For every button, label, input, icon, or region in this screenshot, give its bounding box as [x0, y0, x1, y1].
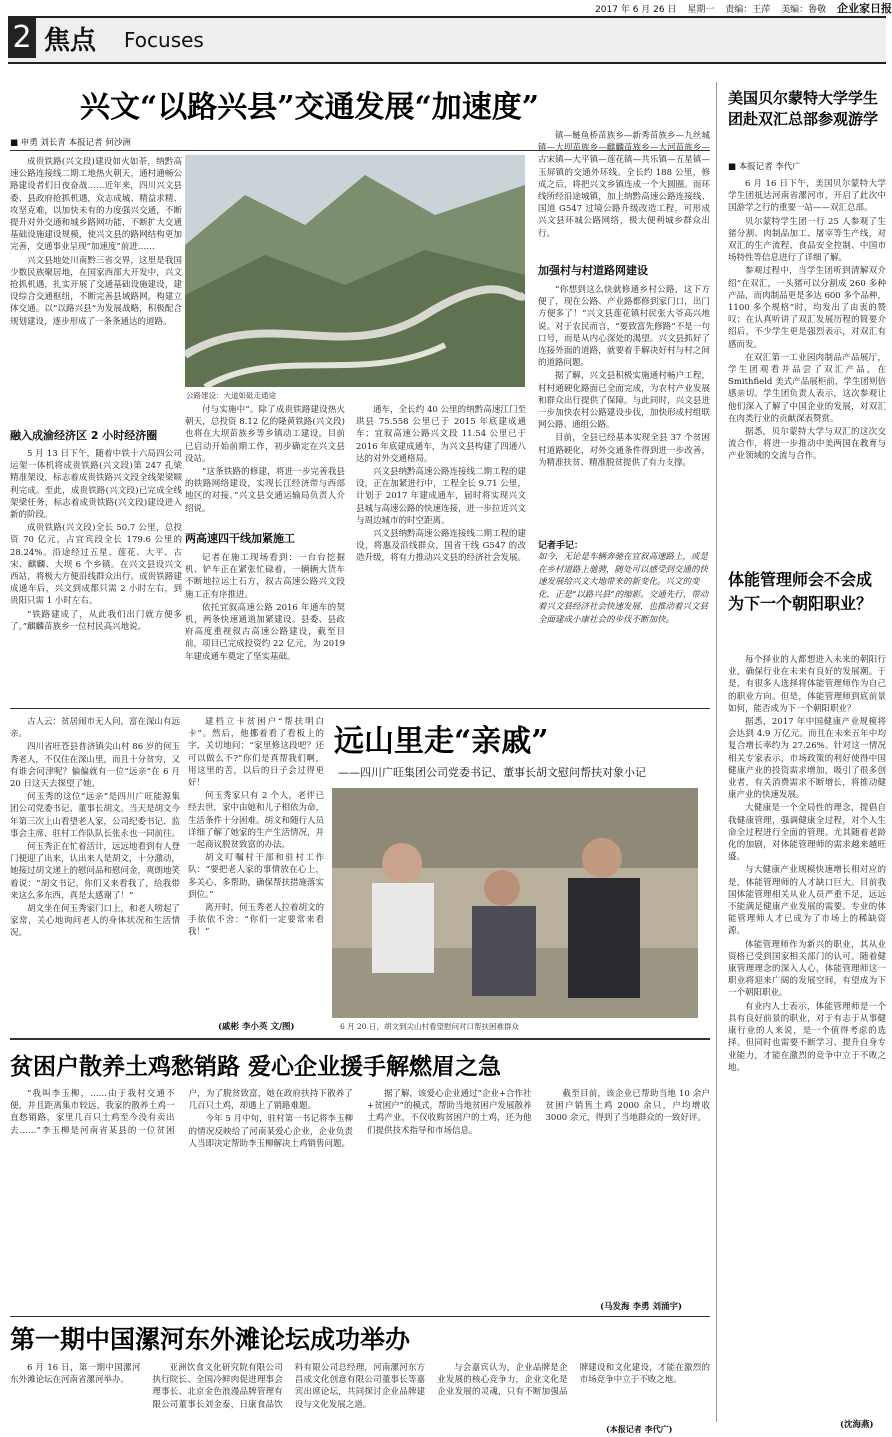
side1-body — [728, 178, 886, 556]
masthead-editor: 责编：王萍 — [725, 5, 771, 15]
page-number: 2 — [8, 18, 36, 58]
story4-body — [10, 1362, 710, 1424]
story2-photo-caption: 6 月 20 日，胡文到尖山村看望慰问对口帮扶困难群众 — [340, 1022, 519, 1031]
paragraph: 与大健康产业规模快速增长相对应的是，体能管理师的人才缺口巨大。目前我国体能管理相关从业人员严重不足，远远不能满足健康产业发展的需要。专业的体能管理师人才已成为了市场上的稀缺资源。 — [728, 865, 886, 937]
paragraph: 据了解，兴文县积极实施通村畅户工程，村村通硬化路面已全面完成，为农村产业发展和群众出行提供了保障。与此同时，兴文县进一步加快农村公路建设步伐，加快形成村组联网公路、通组公路。 — [538, 371, 710, 431]
divider — [10, 1316, 710, 1317]
main-headline: 兴文“以路兴县”交通发展“加速度” — [80, 90, 540, 125]
paragraph: 每个择业的人都想进入未来的朝阳行业，确保行业在未来有良好的发展潮。于是，有很多人选择将体能管理师作为自己的职业方向。但是，体能管理师到底前景如何，能否成为下一个朝阳职业？ — [728, 655, 886, 714]
paragraph: 古人云：贫居闹市无人问，富在深山有远亲。 — [10, 717, 180, 740]
divider — [10, 708, 710, 709]
story2-photo — [332, 788, 698, 1018]
paragraph: 据了解，该爱心企业通过“企业+合作社+贫困户”的模式，帮助当地贫困户发展散养土鸡产业，不仅收购贫困户的土鸡，还为他们提供技术指导和市场信息。 — [367, 1089, 532, 1136]
paragraph: 据悉，贝尔蒙特大学与双汇的这次交流合作，将进一步推动中美两国在教育与产业领域的交流与合作。 — [728, 427, 886, 462]
side2-headline: 体能管理师会不会成为下一个朝阳职业？ — [728, 570, 873, 613]
paragraph: 镇—鲢鱼桥苗族乡—新秀苗族乡—九丝城镇—大坝苗族乡—麒麟苗族乡—大河苗族乡—古宋镇—大平镇—莲花镇—共乐镇—五星镇—玉屏镇的交通外环线。全长约 188 公里，修成之后，将把兴文乡镇连成一个大圆圈。而环线所经沿途城镇，加上纳黔高速公路连接线、国道 G547 过境公路升级改造工程，可形成兴文县环城公路网络，极大便利城乡群众出行。 — [538, 131, 710, 239]
reporter-note-box — [538, 538, 710, 700]
paragraph: 何玉秀正在忙着活计，远远地看到有人登门便迎了出来，认出来人是胡文，十分激动，她接过胡文递上的慰问品和慰问金，爽朗地笑着说：“胡文书记，你们又来看我了，给我带来这么多东西，真是太感谢了！” — [10, 842, 180, 901]
paragraph: 有业内人士表示，体能管理师是一个具有良好前景的职业，对于有志于从事健康行业的人来说，是一个值得考虑的选择。但同时也需要不断学习、提升自身专业能力，才能在激烈的竞争中立于不败之地。 — [728, 1001, 886, 1073]
masthead-date: 2017 年 6 月 26 日 — [595, 5, 677, 15]
paragraph: 6 月 16 日，第一期中国漯河东外滩论坛在河南省漯河举办。 — [10, 1363, 141, 1386]
paragraph: 在双汇第一工业园肉制品产品展厅，学生团观看并品尝了双汇产品，在 Smithfield 美式产品展柜前，学生团则倍感亲切。学生团负责人表示，这次参观让他们深入了解了中国企业的发展，对双汇在肉类行业的贡献深表赞赏。 — [728, 352, 886, 424]
section-name: 焦点 — [44, 26, 97, 56]
paragraph: “这条铁路的修建，将进一步完善我县的铁路网络建设，实现长江经济带与西部地区的对接。”兴文县交通运输局负责人介绍说。 — [185, 467, 345, 514]
paragraph: 截至目前，该企业已帮助当地 10 余户贫困户销售土鸡 2000 余只，户均增收 3000 余元，得到了当地群众的一致好评。 — [545, 1089, 710, 1124]
paragraph: 付与实施中”。除了成贵铁路建设热火朝天，总投资 8.12 亿的隆黄铁路(兴文段)也将在大坝苗族乡等乡镇动工建设。目前已启动开始前期工作，初步确定在兴文县设站。 — [185, 405, 345, 464]
story2-col2 — [188, 716, 324, 1016]
main-photo-caption: 公路建设：大道如砥走通途 — [186, 391, 276, 400]
main-col3 — [356, 404, 526, 700]
paragraph: 成贵铁路(兴文段)建设如火如荼，纳黔高速公路连接线二期工地热火朝天，通村通畅公路建设者们日夜奋战……近年来，四川兴文县委、县政府抢抓机遇，众志成城、精益求精、攻坚克难，以加快未有的力度强兴交通，不断提升对外交通和城乡路网功能，不断扩大交通基础设施建设规模，使兴文县的路网结构更加完善，交通事业呈现“加速度”前进…… — [10, 157, 182, 253]
paragraph: 亚洲饮食文化研究院有限公司执行院长、全国冷鲜肉促进理事会理事长、北京金色浪漫品牌管理有限公司董事长刘金泰，日康食品饮料有限公司总经理，河南漯河东方昌成文化创意有限公司董事长等嘉宾出席论坛，共同探讨企业品牌建设与文化发展之道。 — [152, 1363, 426, 1410]
story2-headline: 远山里走“亲戚” — [334, 724, 549, 759]
paragraph: 参观过程中，当学生团听到清解双介绍“在双汇，一头猪可以分割成 260 多种产品，而肉制品更是多达 600 多个品种，1100 多个规格”时，均发出了由衷的赞叹；在认真听讲了双汇发展历程的简要介绍后，不少学生更是强烈表示，对双汇有感而发。 — [728, 266, 886, 350]
paragraph: 何玉秀家只有 2 个人，老伴已经去世，家中由她和儿子相依为命，生活条件十分困难。胡文和随行人员详细了解了她家的生产生活情况，并一起商议脱贫致富的办法。 — [188, 791, 324, 851]
paragraph: 据悉，2017 年中国健康产业规模将会达到 4.9 万亿元。而且在未来五年中均复合增长率约为 27.26%。针对这一情况相关专家表示，市场政策的利好使得中国健康产业的投资需求增加，吸引了很多创业者，有关消费需求不断增长，将推动健康产业的快速发展。 — [728, 717, 886, 801]
side2-body — [728, 654, 886, 1414]
masthead-paper: 企业家日报 — [837, 2, 892, 15]
paragraph: 贝尔蒙特学生团一行 25 人参观了生猪分割、肉制品加工、屠宰等生产线，对双汇的生产流程、食品安全控制、中国市场特性等信息进行了详细了解。 — [728, 216, 886, 264]
paragraph: 兴文县纳黔高速公路连接线二期工程的建设，将惠及沿线群众，国省干线 G547 的改造升级，将有力推动兴文县的经济社会发展。 — [356, 529, 526, 564]
main-col4b — [538, 284, 710, 532]
paragraph: 记者在施工现场看到：一台台挖掘机、铲车正在紧张忙碌着，一辆辆大货车不断地拉运土石方，叙古高速公路兴文段施工正有序推进。 — [185, 553, 345, 600]
main-col2 — [185, 404, 345, 526]
masthead-bar — [0, 0, 892, 14]
paragraph: 兴文县纳黔高速公路连接线二期工程的建设，正在加紧进行中，工程全长 9.71 公里，计划于 2017 年建成通车，届时将实现兴文县城与高速公路的快速连接，进一步拉近兴文与周边城市的时空距离。 — [356, 467, 526, 526]
side1-byline: ■ 本报记者 李代广 — [728, 162, 801, 172]
paragraph: 今年 5 月中旬，驻村第一书记将李玉柳的情况反映给了河南某爱心企业，企业负责人当即决定帮助李玉柳解决土鸡销售问题。 — [188, 1114, 353, 1149]
reporter-note-label: 记者手记： — [538, 541, 584, 551]
paragraph: 大健康是一个全局性的理念，提倡自我健康管理，强调健康全过程，对个人生命全过程进行全面的管理。尤其随着老龄化的加剧，对体能管理师的需求越来越旺盛。 — [728, 803, 886, 863]
paragraph: 体能管理师作为新兴的职业，其从业资格已受到国家相关部门的认可。随着健康管理理念的深入人心，体能管理师这一职业将迎来广阔的发展空间，有望成为下一个朝阳职业。 — [728, 939, 886, 999]
paragraph: 离开时，何玉秀老人拉着胡文的手依依不舍：“你们一定要常来看我！” — [188, 903, 324, 938]
story3-body — [10, 1088, 710, 1298]
paragraph: 建档立卡贫困户“帮扶明白卡”。然后，他挪着看了看板上的字，关切地问：“家里修这段吧？还可以做么不?”你们是真帮我们啊，用这里的苦，以后的日子会过得更好！ — [188, 717, 324, 789]
main-subhead-3: 加强村与村道路网建设 — [538, 264, 648, 277]
story2-col1 — [10, 716, 180, 1034]
story4-credit: (本报记者 李代广) — [606, 1424, 673, 1434]
paragraph: “铁路建成了，从此我们出门就方便多了。”麒麟苗族乡一位村民高兴地说。 — [10, 609, 182, 632]
paragraph: 目前，全县已经基本实现全县 37 个贫困村道路硬化，对外交通条件得到进一步改善，为精准扶贫、精准脱贫提供了有力支撑。 — [538, 433, 710, 468]
paragraph: 通车，全长约 40 公里的纳黔高速江门至珙县 75.558 公里已于 2015 年底建成通车；宜叙高速公路兴文段 11.54 公里已于 2016 年底建成通车，为兴文县构建了四通八达的对外交通格局。 — [356, 405, 526, 464]
paragraph: 与会嘉宾认为，企业品牌是企业发展的核心竞争力，企业文化是企业发展的灵魂，只有不断加强品牌建设和文化建设，才能在激烈的市场竞争中立于不败之地。 — [437, 1363, 710, 1398]
reporter-note-text: 如今，无论是车辆奔驰在宜叙高速路上，或是在乡村道路上驰骋，随处可以感受到交通的快速发展给兴文大地带来的新变化。兴文的变化，正是“以路兴县”的缩影。交通先行，带动着兴文县经济社会快速发展，也推动着兴文县全面建成小康社会的步伐不断加快。 — [538, 552, 709, 625]
masthead-weekday: 星期一 — [687, 5, 715, 15]
paragraph: 5 月 13 日下午，随着中铁十六局四公司运架一体机将成贵铁路(兴文段)第 247 孔梁精准架设，标志着成贵铁路兴文段全线架梁顺利完成。至此，成贵铁路(兴文段)已完成全线架梁任务，标志着成贵铁路(兴文段)建设进入新的阶段。 — [10, 449, 182, 521]
main-col1b — [10, 448, 182, 700]
paragraph: 胡文叮嘱村干部和驻村工作队：“要把老人家的事情放在心上，多关心、多帮助，确保帮扶措施落实到位。” — [188, 853, 324, 900]
divider — [10, 1038, 710, 1040]
main-col1 — [10, 156, 182, 422]
side2-source: (沈海燕) — [840, 1420, 874, 1430]
story3-credit: (马发海 李勇 刘涌宇) — [600, 1302, 682, 1312]
paragraph: “你想到这么快就修通乡村公路，这下方便了，现在公路、产业路都修到家门口，出门方便多了！”兴文县莲花镇村民张大爷高兴地说。对于农民而言，“要致富先修路”不是一句口号，而是从内心深处的渴望。兴文县抓好了连接外面的道路，就要着手解决好村与村之间的道路问题。 — [538, 285, 710, 369]
main-subhead-2: 两高速四干线加紧施工 — [185, 532, 295, 545]
section-name-en: Focuses — [124, 28, 204, 52]
main-subhead-1: 融入成渝经济区 2 小时经济圈 — [10, 429, 158, 442]
story3-headline: 贫困户散养土鸡愁销路 爱心企业援手解燃眉之急 — [10, 1053, 502, 1080]
story4-headline: 第一期中国漯河东外滩论坛成功举办 — [10, 1325, 411, 1354]
column-divider — [716, 82, 717, 1422]
paragraph: “我叫李玉柳，……由于我村交通不便，并且距离集市较远，我家的散养土鸡一直愁销路，家里几百只土鸡至今没有卖出去……”李玉柳是河南省某县的一位贫困户，为了脱贫致富，她在政府扶持下散养了几百只土鸡，却遇上了销路难题。 — [10, 1089, 353, 1136]
main-photo — [185, 155, 525, 387]
story2-subhead: ——四川广旺集团公司党委书记、董事长胡文慰问帮扶对象小记 — [338, 766, 646, 779]
paragraph: 四川省旺苍县普济镇尖山村 86 岁的何玉秀老人，不仅住在深山里，而且十分贫穷，又有谁会问津呢？偏偏就有一位“远亲”在 6 月 20 日这天去探望了她。 — [10, 742, 180, 790]
main-byline: ■ 申勇 刘长青 本报记者 何沙洲 — [10, 138, 131, 148]
paragraph: 6 月 16 日下午，美国贝尔蒙特大学学生团抵达河南省漯河市，开启了此次中国游学之行的重要一站——双汇总部。 — [728, 179, 886, 214]
side1-headline: 美国贝尔蒙特大学学生团赴双汇总部参观游学 — [728, 89, 879, 128]
paragraph: 依托宜叙高速公路 2016 年通车的契机，两条快速通道加紧建设。县委、县政府高度重视叙古高速公路建设，截至目前，项目已完成投资约 22 亿元，为 2019 年建成通车奠定了坚实基础。 — [185, 602, 345, 662]
main-col4 — [538, 130, 710, 254]
masthead-designer: 美编：鲁敬 — [781, 5, 827, 15]
mountain-road-image — [185, 155, 525, 387]
visit-image — [332, 788, 698, 1018]
story2-credit: (戚彬 李小英 文/图) — [218, 1022, 295, 1032]
main-col2b — [185, 552, 345, 700]
paragraph: 胡文坐在何玉秀家门口上，和老人唠起了家常，关心地询问老人的身体状况和生活情况。 — [10, 904, 180, 939]
paragraph: 兴文县地处川南黔三省交界，这里是我国少数民族聚居地，在国家西部大开发中，兴文抢抓机遇，扎实开展了交通基础设施建设，建设综合交通枢纽，不断完善县域路网，构建立体交通。以“以路兴县”为发展战略，积极配合规划建设，逐步形成了一条条通达的道路。 — [10, 255, 182, 327]
paragraph: 成贵铁路(兴文段)全长 50.7 公里，总投资 70 亿元，占宜宾段全长 179.6 公里的 28.24%。沿途经过五星、莲花、大平、古宋、麒麟、大坝 6 个乡镇。在兴文县设兴文西站，将极大方便沿线群众出行。成贵铁路建成通车后，兴文到成都只需 2 小时左右，到贵阳只需 1 小时左右。 — [10, 523, 182, 607]
paragraph: 何玉秀的这位“远亲”是四川广旺能源集团公司党委书记、董事长胡文。当天是胡文今年第三次上山看望老人家，公司纪委书记、监事会主席、驻村工作队队长张永也一同前往。 — [10, 792, 180, 839]
